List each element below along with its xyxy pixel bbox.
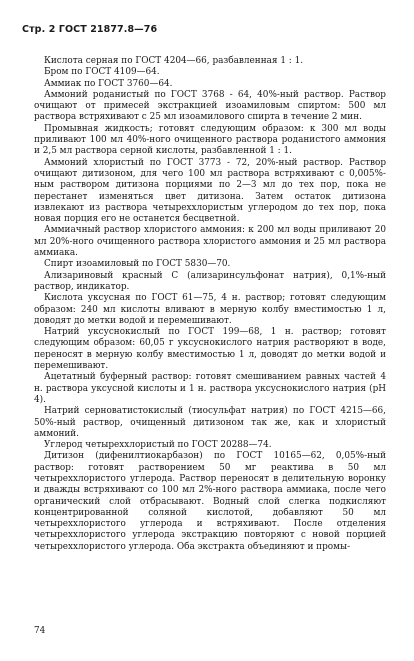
body-text — [34, 56, 386, 553]
page-number: 74 — [34, 626, 46, 636]
paragraph: Аммиачный раствор хлористого аммония: к 200 мл воды приливают 20 мл 20%-ного очищенного раствора хлористого аммония и 25 мл раствора аммиака. — [34, 225, 386, 259]
paragraph: Кислота серная по ГОСТ 4204—66, разбавленная 1 : 1. — [44, 56, 304, 66]
paragraph: Промывная жидкость; готовят следующим образом: к 300 мл воды приливают 100 мл 40%-ного очищенного раствора роданистого аммония и 2,5 мл раствора серной кислоты, разбавленной 1 : 1. — [34, 123, 386, 157]
paragraph: Ацетатный буферный раствор: готовят смешиванием равных частей 4 н. раствора уксусной кислоты и 1 н. раствора уксуснокислого натрия (рН 4). — [34, 372, 386, 405]
paragraph: Аммоний хлористый по ГОСТ 3773 - 72, 20%-ный раствор. Раствор очищают дитизоном, для чего 100 мл раствора встряхивают с 0,005%-ным раствором дитизона порциями по 2—3 мл до тех пор, пока не перестанет изменяться цвет дитизона. Затем остаток дитизона извлекают из раствора четыреххлористым углеродом до тех пор, пока новая порция его не останется бесцветной. — [34, 157, 386, 225]
page-header: Стр. 2 ГОСТ 21877.8—76 — [22, 24, 158, 35]
paragraph: Углерод четыреххлористый по ГОСТ 20288—74. — [44, 440, 272, 451]
paragraph: Бром по ГОСТ 4109—64. — [44, 67, 160, 78]
paragraph: Спирт изоамиловый по ГОСТ 5830—70. — [44, 259, 231, 270]
paragraph: Кислота уксусная по ГОСТ 61—75, 4 н. раствор; готовят следующим образом: 240 мл кислоты вливают в мерную колбу вместимостью 1 л, доводят до метки водой и перемешивают. — [34, 293, 386, 326]
paragraph: Аммоний роданистый по ГОСТ 3768 - 64, 40%-ный раствор. Раствор очищают от примесей экстракцией изоамиловым спиртом: 500 мл раствора встряхивают с 25 мл изоамилового спирта в течение 2 мин. — [34, 89, 386, 123]
paragraph: Дитизон (дифенилтиокарбазон) по ГОСТ 10165—62, 0,05%-ный раствор: готовят растворением 50 мг реактива в 50 мл четыреххлористого углерода. Раствор переносят в делительную воронку и дважды встряхивают со 100 мл 2%-ного раствора аммиака, после чего органический слой отбрасывают. Водный слой слегка подкисляют концентрированной соляной кислотой, добавляют 50 мл четыреххлористого углерода и встряхивают. После отделения четыреххлористого углерода экстракцию повторяют с новой порцией четыреххлористого углерода. Оба экстракта объединяют и промы- — [34, 451, 386, 552]
paragraph: Ализариновый красный С (ализаринсульфонат натрия), 0,1%-ный раствор, индикатор. — [34, 270, 386, 292]
paragraph: Натрий уксуснокислый по ГОСТ 199—68, 1 н. раствор; готовят следующим образом: 60,05 г уксуснокислого натрия растворяют в воде, переносят в мерную колбу вместимостью 1 л, доводят до метки водой и перемешивают. — [34, 327, 386, 372]
paragraph: Аммиак по ГОСТ 3760—64. — [44, 78, 173, 89]
paragraph: Натрий серноватистокислый (тиосульфат натрия) по ГОСТ 4215—66, 50%-ный раствор, очищенный дитизоном так же, как и хлористый аммоний. — [34, 406, 386, 439]
